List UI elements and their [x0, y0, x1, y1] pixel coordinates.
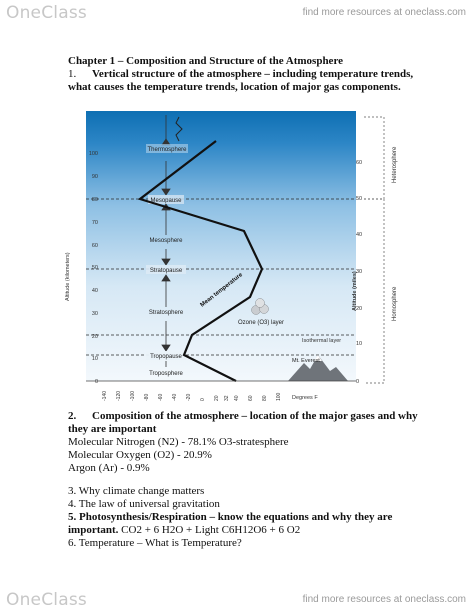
homosphere-bracket [364, 199, 384, 383]
km-tick: 90 [91, 174, 98, 180]
km-tick: 10 [91, 356, 98, 362]
layer-troposphere: Troposphere [149, 371, 183, 377]
isothermal-label: Isothermal layer [302, 338, 342, 344]
question-1 [68, 68, 428, 94]
atmosphere-diagram [66, 111, 406, 405]
heterosphere-bracket [364, 117, 384, 199]
mean-temperature-label: Mean temperature [199, 272, 244, 309]
ozone-label: Ozone (O3) layer [238, 320, 285, 326]
mile-tick: 0 [356, 379, 360, 385]
left-axis-label: Altitude (kilometers) [65, 252, 71, 301]
item-4: 4. The law of universal gravitation [68, 498, 220, 510]
footer-bar [0, 587, 474, 613]
oneclass-logo[interactable]: OneClass [6, 3, 87, 23]
section-2 [68, 410, 438, 550]
temp-tick: 80 [262, 395, 268, 401]
km-tick: 80 [91, 197, 98, 203]
item-3: 3. Why climate change matters [68, 485, 205, 497]
gas-line: Argon (Ar) - 0.9% [68, 462, 150, 474]
region-brackets [364, 117, 384, 383]
layer-tropopause: Tropopause [150, 354, 182, 360]
temp-tick: -120 [116, 390, 122, 401]
temp-tick: 40 [234, 395, 240, 401]
header-bar [0, 0, 474, 26]
km-tick: 100 [88, 151, 98, 157]
temp-tick: -60 [158, 393, 164, 401]
item-5-heading: 5. Photosynthesis/Respiration – know the equations and why they are important. [68, 511, 393, 536]
resources-link-footer[interactable]: find more resources at oneclass.com [302, 594, 466, 605]
atmosphere-figure [66, 111, 406, 405]
oneclass-logo-footer[interactable]: OneClass [6, 590, 87, 610]
heterosphere-label: Heterosphere [392, 146, 398, 183]
mile-tick: 40 [356, 232, 363, 238]
mile-tick: 50 [356, 196, 363, 202]
question-2 [68, 410, 438, 436]
km-tick: 20 [91, 334, 98, 340]
question-1-text: Vertical structure of the atmosphere – including temperature trends, what causes the temperature trends, location of major gas components. [68, 68, 414, 93]
spacer [68, 475, 438, 485]
km-tick: 40 [91, 288, 98, 294]
question-2-number: 2. [68, 410, 77, 422]
question-1-number: 1. [68, 68, 77, 80]
resources-link[interactable]: find more resources at oneclass.com [302, 7, 466, 18]
temp-tick: 0 [200, 398, 206, 401]
layer-stratopause: Stratopause [149, 268, 183, 274]
temp-tick: -100 [130, 390, 136, 401]
homosphere-label: Homosphere [392, 286, 398, 321]
gas-line: Molecular Oxygen (O2) - 20.9% [68, 449, 212, 461]
layer-mesopause: Mesopause [150, 198, 182, 204]
item-5 [68, 511, 438, 537]
km-tick: 0 [94, 379, 98, 385]
layer-mesosphere: Mesosphere [149, 238, 183, 244]
km-tick: 70 [91, 220, 98, 226]
temp-tick: 100 [276, 392, 282, 401]
mile-tick: 30 [356, 269, 363, 275]
mile-tick: 10 [356, 341, 363, 347]
gas-line: Molecular Nitrogen (N2) - 78.1% O3-stratesphere [68, 436, 289, 448]
temp-tick: -20 [186, 393, 192, 401]
km-tick: 60 [91, 243, 98, 249]
document-body [68, 55, 428, 94]
everest-label: Mt. Everest [292, 358, 320, 364]
question-2-text: Composition of the atmosphere – location of the major gases and why they are important [68, 410, 418, 435]
layer-stratosphere: Stratosphere [148, 310, 184, 316]
km-tick: 50 [91, 265, 98, 271]
temp-tick: 20 [214, 395, 220, 401]
layer-thermosphere: Thermosphere [147, 147, 187, 153]
temp-unit: Degrees F [292, 395, 318, 401]
temp-tick: -40 [172, 393, 178, 401]
mile-tick: 20 [356, 306, 363, 312]
item-5-equation: CO2 + 6 H2O + Light C6H12O6 + 6 O2 [118, 524, 301, 536]
temp-tick: 60 [248, 395, 254, 401]
chapter-title: Chapter 1 – Composition and Structure of the Atmosphere [68, 55, 344, 67]
item-6: 6. Temperature – What is Temperature? [68, 537, 242, 549]
right-axis-label: Altitude (miles) [352, 271, 358, 311]
km-tick: 30 [91, 311, 98, 317]
mile-tick: 60 [356, 160, 363, 166]
temp-tick: -80 [144, 393, 150, 401]
temp-tick: -140 [102, 390, 108, 401]
temp-tick: 32 [224, 395, 230, 401]
